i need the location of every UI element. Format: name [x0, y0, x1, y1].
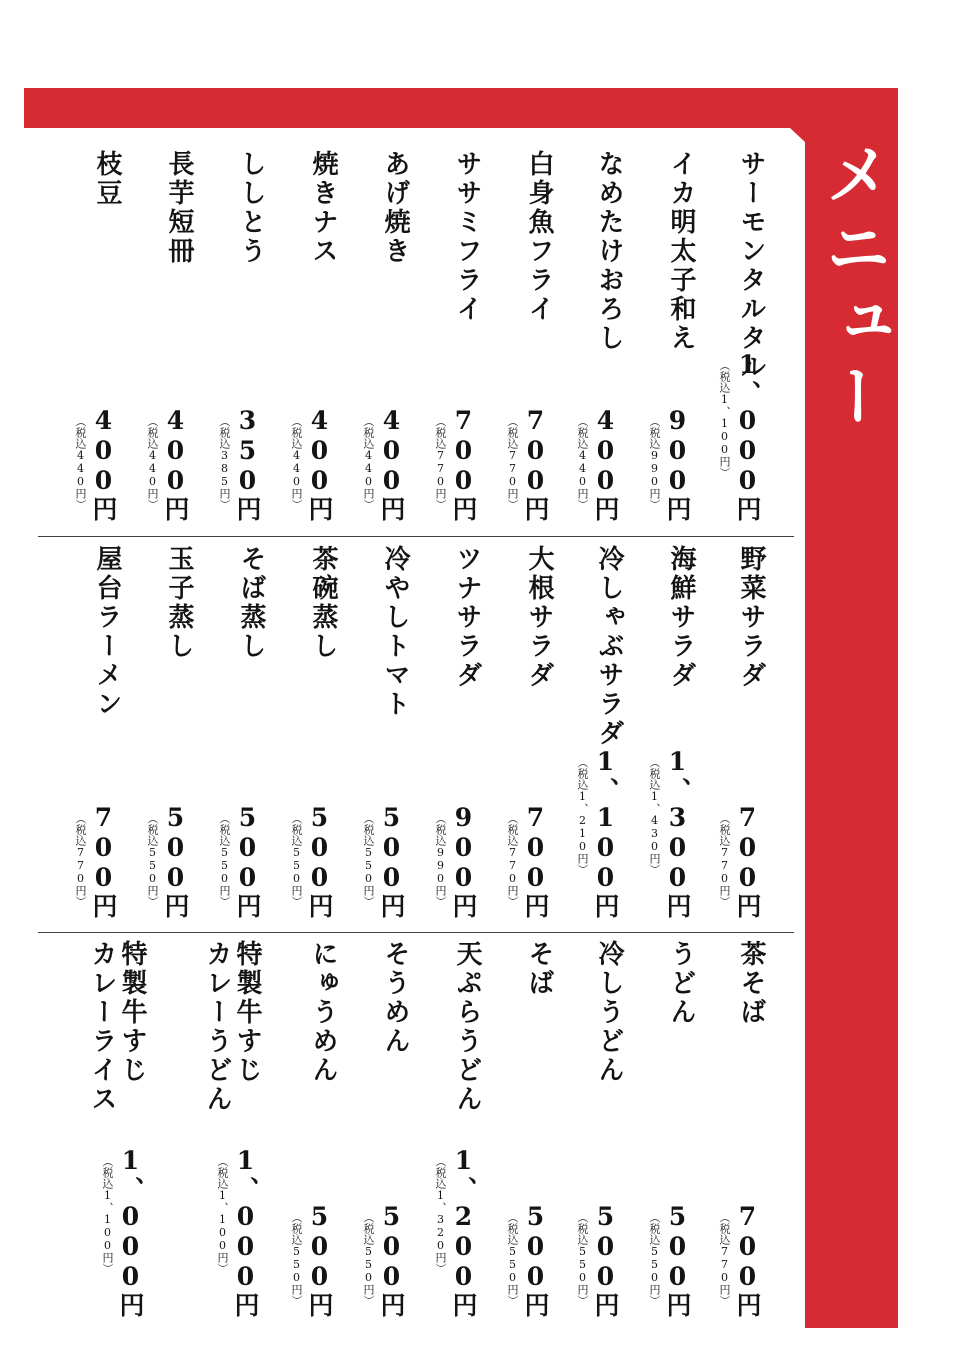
menu-item-name: 長芋短冊 [164, 150, 194, 266]
menu-item-tax-price: （税込440円） [74, 416, 87, 510]
section-divider [38, 932, 794, 933]
menu-item-tax-price: （税込550円） [218, 813, 231, 907]
menu-item-tax-price: （税込1、100円） [718, 360, 731, 478]
menu-item-price: 500円 [305, 803, 334, 919]
menu-item [422, 940, 482, 1318]
menu-item-price: 1、200円 [449, 1146, 478, 1318]
menu-item [564, 545, 624, 919]
menu-item-price: 700円 [733, 1202, 762, 1318]
menu-item-tax-price: （税込440円） [362, 416, 375, 510]
menu-item-name: イカ明太子和え [666, 150, 696, 353]
menu-item-name: 冷しゃぶサラダ [594, 545, 624, 748]
menu-item-tax-price: （税込1、100円） [101, 1156, 114, 1274]
menu-item-price: 700円 [521, 406, 550, 522]
menu-item-name: 冷やしトマト [380, 545, 410, 719]
menu-item-price: 500円 [663, 1202, 692, 1318]
menu-item-price: 500円 [161, 803, 190, 919]
menu-item-tax-price: （税込550円） [290, 1212, 303, 1306]
menu-item [278, 545, 338, 919]
menu-item [706, 545, 766, 919]
menu-item [204, 940, 264, 1318]
menu-item-price: 700円 [733, 803, 762, 919]
menu-item-price: 900円 [663, 406, 692, 522]
menu-item-price: 500円 [377, 1202, 406, 1318]
menu-item [206, 150, 266, 522]
menu-item-name: サーモンタルタル [736, 150, 766, 382]
menu-item-name: ササミフライ [452, 150, 482, 324]
menu-item-price: 400円 [89, 406, 118, 522]
menu-item-name: 特製牛すじ カレーうどん [202, 940, 262, 1114]
menu-item-name: 大根サラダ [524, 545, 554, 690]
menu-item-name: 枝豆 [92, 150, 122, 208]
red-corner-notch [790, 128, 805, 142]
menu-item-price: 1、000円 [116, 1146, 145, 1318]
menu-item-tax-price: （税込770円） [718, 1212, 731, 1306]
menu-item-price: 1、100円 [591, 747, 620, 919]
menu-section-salads [70, 545, 770, 919]
menu-item-tax-price: （税込550円） [648, 1212, 661, 1306]
menu-item-price: 900円 [449, 803, 478, 919]
menu-item-price: 500円 [591, 1202, 620, 1318]
menu-item [278, 940, 338, 1318]
menu-item-price: 700円 [89, 803, 118, 919]
menu-item-price: 400円 [161, 406, 190, 522]
menu-item-name: にゅうめん [308, 940, 338, 1085]
menu-item-tax-price: （税込440円） [290, 416, 303, 510]
menu-item-name: 屋台ラーメン [92, 545, 122, 719]
menu-item-price: 400円 [305, 406, 334, 522]
menu-item [422, 545, 482, 919]
menu-item-tax-price: （税込1、320円） [434, 1156, 447, 1274]
menu-item [350, 150, 410, 522]
menu-item-tax-price: （税込385円） [218, 416, 231, 510]
menu-item-tax-price: （税込550円） [362, 813, 375, 907]
menu-item-tax-price: （税込550円） [290, 813, 303, 907]
menu-item [89, 940, 149, 1318]
menu-item-name: そうめん [380, 940, 410, 1056]
menu-item [636, 150, 696, 522]
menu-item [564, 940, 624, 1318]
menu-item-price: 500円 [377, 803, 406, 919]
menu-item-tax-price: （税込770円） [506, 813, 519, 907]
menu-item-tax-price: （税込550円） [506, 1212, 519, 1306]
menu-item-name: 茶碗蒸し [308, 545, 338, 661]
menu-item [636, 940, 696, 1318]
menu-item [350, 545, 410, 919]
menu-item-tax-price: （税込1、430円） [648, 757, 661, 875]
menu-item [494, 150, 554, 522]
menu-item [206, 545, 266, 919]
menu-item-price: 400円 [377, 406, 406, 522]
menu-item-price: 1、300円 [663, 747, 692, 919]
menu-item-tax-price: （税込770円） [434, 416, 447, 510]
menu-item-tax-price: （税込440円） [146, 416, 159, 510]
menu-item [564, 150, 624, 522]
menu-item-tax-price: （税込550円） [146, 813, 159, 907]
menu-item [422, 150, 482, 522]
menu-item-price: 500円 [521, 1202, 550, 1318]
menu-item-tax-price: （税込770円） [506, 416, 519, 510]
menu-item-name: 野菜サラダ [736, 545, 766, 690]
menu-item [134, 545, 194, 919]
menu-item-name: 焼きナス [308, 150, 338, 266]
menu-item-name: ツナサラダ [452, 545, 482, 690]
menu-section-appetizers [70, 150, 770, 522]
menu-item-tax-price: （税込1、210円） [576, 757, 589, 875]
menu-item [636, 545, 696, 919]
menu-item-price: 500円 [233, 803, 262, 919]
menu-item-name: 茶そば [736, 940, 766, 1027]
menu-item [62, 545, 122, 919]
menu-item-price: 1、000円 [231, 1146, 260, 1318]
red-top-band [24, 88, 898, 128]
menu-item [494, 940, 554, 1318]
menu-item-name: なめたけおろし [594, 150, 624, 353]
menu-item-name: そば [524, 940, 554, 998]
menu-item-tax-price: （税込550円） [576, 1212, 589, 1306]
menu-item-name: 特製牛すじ カレーライス [87, 940, 147, 1114]
menu-item-price: 700円 [521, 803, 550, 919]
menu-item [706, 940, 766, 1318]
menu-item [62, 150, 122, 522]
menu-item-tax-price: （税込550円） [362, 1212, 375, 1306]
menu-item-tax-price: （税込770円） [74, 813, 87, 907]
menu-item-name: ししとう [236, 150, 266, 266]
menu-item-name: 玉子蒸し [164, 545, 194, 661]
menu-item-name: 白身魚フライ [524, 150, 554, 324]
menu-item-name: そば蒸し [236, 545, 266, 661]
menu-item-name: 海鮮サラダ [666, 545, 696, 690]
menu-title: メニュー [814, 140, 891, 436]
menu-item-tax-price: （税込990円） [648, 416, 661, 510]
menu-item-tax-price: （税込990円） [434, 813, 447, 907]
menu-item-price: 350円 [233, 406, 262, 522]
menu-section-noodles [70, 940, 770, 1318]
menu-item-name: うどん [666, 940, 696, 1027]
menu-item-name: 天ぷらうどん [452, 940, 482, 1114]
menu-item-tax-price: （税込770円） [718, 813, 731, 907]
menu-item-name: 冷しうどん [594, 940, 624, 1085]
menu-item [494, 545, 554, 919]
menu-item [134, 150, 194, 522]
menu-item [350, 940, 410, 1318]
menu-item-tax-price: （税込1、100円） [216, 1156, 229, 1274]
menu-item-price: 1、000円 [733, 350, 762, 522]
menu-item [278, 150, 338, 522]
menu-item-name: あげ焼き [380, 150, 410, 266]
section-divider [38, 536, 794, 537]
menu-item-price: 700円 [449, 406, 478, 522]
menu-item-tax-price: （税込440円） [576, 416, 589, 510]
menu-item [706, 150, 766, 522]
menu-item-price: 400円 [591, 406, 620, 522]
menu-item-price: 500円 [305, 1202, 334, 1318]
